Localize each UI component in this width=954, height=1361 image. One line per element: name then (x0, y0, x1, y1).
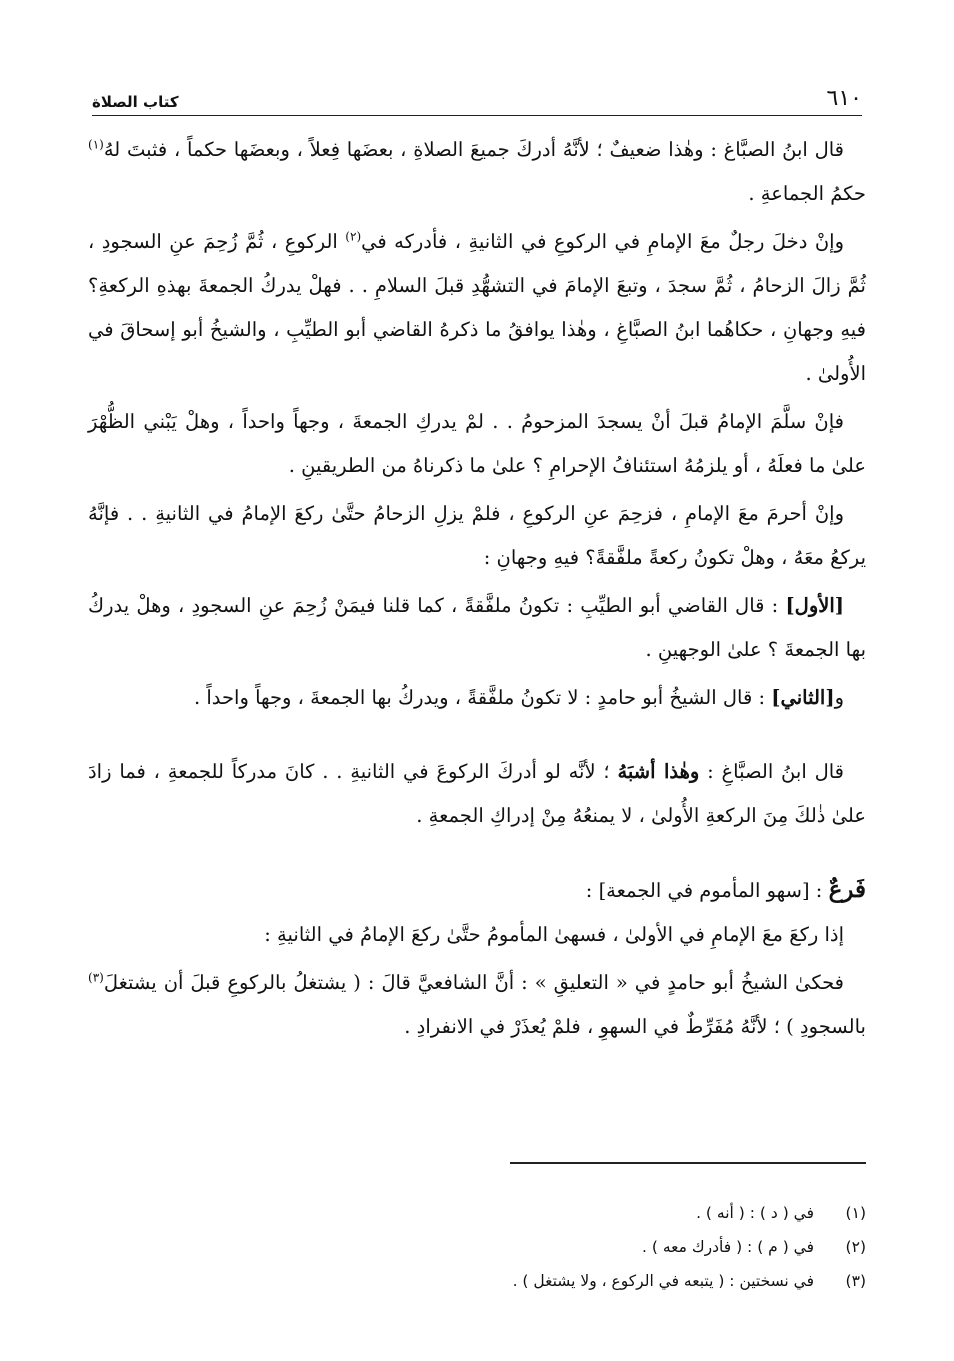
paragraph-1-tail: حكمُ الجماعةِ . (748, 182, 866, 205)
footnote-2-text: في ( م ) : ( فأدرك معه ) . (642, 1238, 814, 1256)
paragraph-6 (88, 676, 866, 720)
page-number: ٦١٠ (826, 86, 862, 111)
footnote-marker-3: (٣) (88, 970, 104, 985)
footnote-2 (92, 1230, 866, 1264)
footnotes (92, 1196, 866, 1298)
paragraph-3: فإنْ سلَّمَ الإمامُ قبلَ أنْ يسجدَ المزحومُ . . لمْ يدركِ الجمعةَ ، وجهاً واحداً ، وهلْ يَبْني الظُّهْرَ علىٰ ما فعلَهُ ، أو يلزمُهُ استئنافُ الإحرامِ ؟ علىٰ ما ذكرناهُ من الطريقينِ . (88, 410, 866, 477)
paragraph-1-text: قال ابنُ الصبَّاغ : وهٰذا ضعيفٌ ؛ لأنَّهُ أدركَ جميعَ الصلاةِ ، بعضَها فِعلاً ، وبعضَها حكماً ، فثبتَ لهُ (103, 138, 844, 161)
footnote-1-text: في ( د ) : ( أنه ) . (696, 1204, 814, 1222)
paragraph-2-text-b: الركوعِ ، ثُمَّ زُحِمَ عنِ السجودِ ، ثُمَّ زالَ الزحامُ ، ثُمَّ سجدَ ، وتبعَ الإمامَ في التشهُّدِ قبلَ السلامِ . . فهلْ يدركُ الجمعةَ بهذهِ الركعةِ؟ فيهِ وجهانِ ، حكاهُما ابنُ الصبَّاغِ ، وهٰذا يوافقُ ما ذكرهُ القاضي أبو الطيِّبِ ، والشيخُ أبو إسحاقَ في الأُولىٰ . (88, 230, 866, 385)
label-first: [الأول] (785, 594, 845, 617)
paragraph-8: إذا ركعَ معَ الإمامِ في الأولىٰ ، فسهىٰ المأمومُ حتَّىٰ ركعَ الإمامُ في الثانيةِ : (264, 923, 844, 946)
paragraph-7-bold: وهٰذا أشبَهُ (617, 760, 700, 783)
footnote-2-number: (٢) (845, 1238, 866, 1256)
paragraph-2 (88, 220, 866, 396)
footnote-marker-2: (٢) (345, 229, 362, 244)
footnote-3-number: (٣) (845, 1272, 866, 1290)
footnote-divider (510, 1162, 866, 1164)
fara-word: فَرعٌ (828, 876, 866, 903)
running-header (92, 82, 862, 116)
paragraph-6-text: : قال الشيخُ أبو حامدٍ : لا تكونُ ملفَّقةً ، ويدركُ بها الجمعةَ ، وجهاً واحداً . (193, 686, 766, 709)
paragraph-6-prefix: و (834, 686, 844, 709)
section-heading (88, 868, 866, 913)
book-title: كتاب الصلاة (92, 93, 179, 111)
paragraph-7 (88, 750, 866, 838)
section-heading-text: : [سهو المأموم في الجمعة] : (585, 879, 823, 902)
paragraph-7-text-a: قال ابنُ الصبَّاغِ : (707, 760, 844, 783)
paragraph-7-text-b: ؛ لأنَّه لو أدركَ الركوعَ في الثانيةِ . . كانَ مدركاً للجمعةِ ، فما زادَ علىٰ ذٰلكَ مِنَ الركعةِ الأُولىٰ ، لا يمنعُهُ مِنْ إدراكِ الجمعةِ . (88, 760, 866, 827)
paragraph-5 (88, 584, 866, 672)
paragraph-4: وإنْ أحرمَ معَ الإمامِ ، فزحِمَ عنِ الركوعِ ، فلمْ يزلِ الزحامُ حتَّىٰ ركعَ الإمامُ في الثانيةِ . . فإنَّهُ يركعُ معَهُ ، وهلْ تكونُ ركعةً ملفَّقةً؟ فيهِ وجهانِ : (88, 502, 866, 569)
label-second: [الثاني] (771, 686, 835, 709)
paragraph-9-text-b: بالسجودِ ) ؛ لأنَّهُ مُفَرِّطٌ في السهوِ ، فلمْ يُعذَرْ في الانفرادِ . (404, 1015, 866, 1038)
paragraph-9 (88, 961, 866, 1049)
footnote-3 (92, 1264, 866, 1298)
paragraph-5-text: : قال القاضي أبو الطيِّبِ : تكونُ ملفَّقةً ، كما قلنا فيمَنْ زُحِمَ عنِ السجودِ ، وهلْ يدركُ بها الجمعةَ ؟ علىٰ الوجهينِ . (88, 594, 866, 661)
paragraph-2-text-a: وإنْ دخلَ رجلٌ معَ الإمامِ في الركوعِ في الثانيةِ ، فأدركه في (361, 230, 844, 253)
footnote-3-text: في نسختين : ( يتبعه في الركوع ، ولا يشتغل ) . (512, 1272, 814, 1290)
footnote-1-number: (١) (845, 1204, 866, 1222)
paragraph-9-text-a: فحكىٰ الشيخُ أبو حامدٍ في « التعليقِ » : أنَّ الشافعيَّ قالَ : ( يشتغلُ بالركوعِ قبلَ أن يشتغلَ (103, 971, 844, 994)
paragraph-1 (88, 128, 866, 216)
footnote-marker-1: (١) (88, 137, 104, 152)
footnote-1 (92, 1196, 866, 1230)
main-text (88, 128, 866, 1049)
